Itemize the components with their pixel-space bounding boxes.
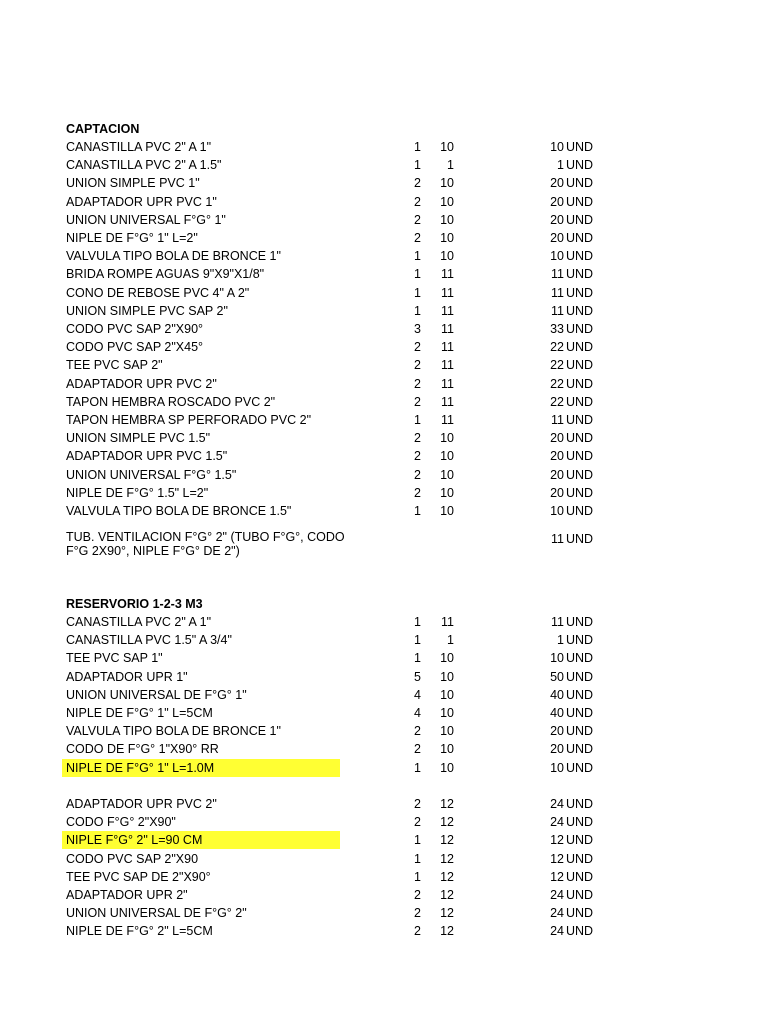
row-total: 11 xyxy=(551,267,564,282)
row-qty-b: 10 xyxy=(440,212,454,227)
row-qty-a: 1 xyxy=(414,615,421,629)
row-total: 20 xyxy=(550,742,564,757)
table-row xyxy=(0,813,768,831)
row-description: UNION SIMPLE PVC 1" xyxy=(66,176,200,191)
row-description: TEE PVC SAP 1" xyxy=(66,651,163,666)
row-qty-a: 1 xyxy=(414,869,421,884)
row-qty-b: 11 xyxy=(441,376,454,391)
row-total: 10 xyxy=(550,504,564,518)
table-row xyxy=(0,411,768,429)
row-unit: UND xyxy=(566,176,594,191)
table-row xyxy=(0,484,768,502)
table-row-ventilacion xyxy=(0,530,768,564)
row-total: 24 xyxy=(550,906,564,921)
row-total: 1 xyxy=(557,158,564,173)
row-qty-a: 2 xyxy=(414,340,421,355)
row-total: 20 xyxy=(550,449,564,464)
row-qty-b: 1 xyxy=(447,158,454,173)
section-title-reservorio: RESERVORIO 1-2-3 M3 xyxy=(66,597,203,611)
row-description: ADAPTADOR UPR 2" xyxy=(66,888,188,902)
row-unit: UND xyxy=(566,431,594,446)
row-total: 11 xyxy=(551,413,564,427)
table-row xyxy=(0,831,768,849)
row-qty-a: 2 xyxy=(414,194,421,209)
row-qty-a: 2 xyxy=(414,742,421,757)
row-description: ADAPTADOR UPR PVC 2" xyxy=(66,376,217,391)
row-total: 22 xyxy=(550,358,564,373)
row-qty-a: 2 xyxy=(414,485,421,500)
row-description: NIPLE DE F°G° 1" L=1.0M xyxy=(66,760,215,775)
row-qty-a: 4 xyxy=(414,706,421,720)
row-qty-a: 1 xyxy=(414,633,421,648)
section-title-captacion: CAPTACION xyxy=(66,122,140,136)
row-total: 10 xyxy=(550,760,564,775)
table-row xyxy=(0,247,768,265)
row-qty-b: 10 xyxy=(440,176,454,191)
row-qty-b: 12 xyxy=(440,924,454,939)
row-total: 20 xyxy=(550,724,564,739)
row-qty-b: 11 xyxy=(441,267,454,282)
row-qty-b: 11 xyxy=(441,413,454,427)
row-total: 10 xyxy=(550,140,564,154)
row-qty-b: 1 xyxy=(447,633,454,648)
row-total: 24 xyxy=(550,888,564,902)
table-row xyxy=(0,356,768,374)
row-qty-b: 10 xyxy=(440,504,454,518)
row-qty-b: 12 xyxy=(440,906,454,921)
row-qty-b: 10 xyxy=(440,485,454,500)
row-qty-b: 10 xyxy=(440,669,454,684)
row-qty-a: 1 xyxy=(414,651,421,666)
table-row xyxy=(0,502,768,520)
row-qty-a: 2 xyxy=(414,797,421,811)
row-total: 20 xyxy=(550,176,564,191)
row-qty-b: 10 xyxy=(440,742,454,757)
row-qty-a: 3 xyxy=(414,322,421,336)
row-qty-a: 2 xyxy=(414,376,421,391)
row-qty-a: 2 xyxy=(414,888,421,902)
row-description: TEE PVC SAP DE 2"X90° xyxy=(66,869,211,884)
table-row xyxy=(0,138,768,156)
row-unit: UND xyxy=(566,924,594,939)
row-unit: UND xyxy=(566,906,594,921)
row-total: 40 xyxy=(550,706,564,720)
row-total: 20 xyxy=(550,231,564,245)
row-total: 33 xyxy=(550,322,564,336)
row-qty-a: 2 xyxy=(414,212,421,227)
row-unit: UND xyxy=(566,449,594,464)
row-qty-a: 1 xyxy=(414,851,421,866)
row-unit: UND xyxy=(566,358,594,373)
table-row xyxy=(0,850,768,868)
row-qty-b: 12 xyxy=(440,815,454,830)
row-unit: UND xyxy=(566,869,594,884)
row-qty-b: 12 xyxy=(440,869,454,884)
table-row xyxy=(0,631,768,649)
row-qty-a: 1 xyxy=(414,303,421,318)
row-total: 20 xyxy=(550,431,564,446)
row-description: CODO F°G° 2"X90" xyxy=(66,815,176,830)
row-description: NIPLE DE F°G° 2" L=5CM xyxy=(66,924,213,939)
row-qty-a: 1 xyxy=(414,413,421,427)
row-total: 11 xyxy=(551,615,564,629)
row-unit: UND xyxy=(566,687,594,702)
table-row xyxy=(0,759,768,777)
row-qty-a: 5 xyxy=(414,669,421,684)
row-qty-b: 11 xyxy=(441,615,454,629)
row-description: NIPLE DE F°G° 1" L=2" xyxy=(66,231,198,245)
row-unit: UND xyxy=(566,413,594,427)
row-total: 11 xyxy=(551,303,564,318)
row-qty-b: 12 xyxy=(440,888,454,902)
table-row xyxy=(0,265,768,283)
row-qty-a: 1 xyxy=(414,285,421,300)
row-unit: UND xyxy=(566,376,594,391)
row-total: 12 xyxy=(550,869,564,884)
row-unit: UND xyxy=(566,267,594,282)
row-qty-a: 1 xyxy=(414,140,421,154)
row-qty-a: 2 xyxy=(414,924,421,939)
row-qty-b: 10 xyxy=(440,687,454,702)
row-qty-b: 12 xyxy=(440,833,454,848)
row-total: 24 xyxy=(550,924,564,939)
row-unit: UND xyxy=(566,797,594,811)
row-description: VALVULA TIPO BOLA DE BRONCE 1" xyxy=(66,249,281,264)
row-description: CODO PVC SAP 2"X90° xyxy=(66,322,204,336)
row-qty-a: 1 xyxy=(414,158,421,173)
row-total: 12 xyxy=(550,833,564,848)
row-unit: UND xyxy=(566,851,594,866)
row-total: 20 xyxy=(550,194,564,209)
row-description: TUB. VENTILACION F°G° 2" (TUBO F°G°, CODO F°G 2X90°, NIPLE F°G° DE 2") xyxy=(66,530,345,558)
row-description: CANASTILLA PVC 2" A 1" xyxy=(66,615,212,629)
row-total: 22 xyxy=(550,376,564,391)
row-unit: UND xyxy=(566,194,594,209)
row-unit: UND xyxy=(566,303,594,318)
row-description: TEE PVC SAP 2" xyxy=(66,358,163,373)
row-total: 11 xyxy=(551,285,564,300)
row-description: NIPLE DE F°G° 1.5" L=2" xyxy=(66,485,209,500)
row-unit: UND xyxy=(566,833,594,848)
table-row xyxy=(0,904,768,922)
table-row xyxy=(0,886,768,904)
table-row xyxy=(0,375,768,393)
table-row xyxy=(0,922,768,940)
row-unit: UND xyxy=(566,140,594,154)
row-qty-a: 1 xyxy=(414,760,421,775)
row-unit: UND xyxy=(566,742,594,757)
table-row xyxy=(0,649,768,667)
row-description: VALVULA TIPO BOLA DE BRONCE 1" xyxy=(66,724,281,739)
row-description: UNION UNIVERSAL F°G° 1.5" xyxy=(66,467,237,482)
row-unit: UND xyxy=(566,504,594,518)
table-row xyxy=(0,284,768,302)
row-description: CANASTILLA PVC 2" A 1" xyxy=(66,140,212,154)
row-total: 20 xyxy=(550,467,564,482)
table-row xyxy=(0,393,768,411)
table-row xyxy=(0,174,768,192)
row-unit: UND xyxy=(566,760,594,775)
row-description: ADAPTADOR UPR PVC 1.5" xyxy=(66,449,228,464)
row-qty-a: 2 xyxy=(414,724,421,739)
row-unit: UND xyxy=(566,633,594,648)
row-unit: UND xyxy=(566,322,594,336)
row-unit: UND xyxy=(566,212,594,227)
row-qty-a: 1 xyxy=(414,504,421,518)
row-qty-a: 2 xyxy=(414,231,421,245)
table-row xyxy=(0,211,768,229)
row-unit: UND xyxy=(566,615,594,629)
row-qty-b: 10 xyxy=(440,194,454,209)
row-qty-b: 10 xyxy=(440,467,454,482)
row-qty-a: 2 xyxy=(414,449,421,464)
row-total: 20 xyxy=(550,212,564,227)
row-total: 20 xyxy=(550,485,564,500)
row-qty-a: 2 xyxy=(414,431,421,446)
row-unit: UND xyxy=(566,724,594,739)
row-qty-b: 10 xyxy=(440,140,454,154)
row-qty-b: 11 xyxy=(441,340,454,355)
row-description: ADAPTADOR UPR PVC 1" xyxy=(66,194,217,209)
row-qty-a: 1 xyxy=(414,267,421,282)
row-unit: UND xyxy=(566,669,594,684)
row-description: VALVULA TIPO BOLA DE BRONCE 1.5" xyxy=(66,504,292,518)
table-row xyxy=(0,338,768,356)
row-qty-b: 10 xyxy=(440,760,454,775)
row-qty-a: 4 xyxy=(414,687,421,702)
table-row xyxy=(0,613,768,631)
row-unit: UND xyxy=(566,158,594,173)
row-qty-a: 1 xyxy=(414,249,421,264)
row-unit: UND xyxy=(566,231,594,245)
table-row xyxy=(0,722,768,740)
row-description: TAPON HEMBRA ROSCADO PVC 2" xyxy=(66,394,276,409)
table-row xyxy=(0,320,768,338)
row-unit: UND xyxy=(566,815,594,830)
row-qty-b: 10 xyxy=(440,651,454,666)
row-qty-a: 2 xyxy=(414,394,421,409)
row-qty-b: 11 xyxy=(441,303,454,318)
table-row xyxy=(0,686,768,704)
row-unit: UND xyxy=(566,285,594,300)
row-description: UNION SIMPLE PVC SAP 2" xyxy=(66,303,228,318)
row-qty-b: 10 xyxy=(440,231,454,245)
row-description: NIPLE F°G° 2" L=90 CM xyxy=(66,833,203,848)
table-row xyxy=(0,447,768,465)
row-unit: UND xyxy=(566,888,594,902)
table-row xyxy=(0,795,768,813)
row-unit: UND xyxy=(566,340,594,355)
table-row xyxy=(0,466,768,484)
row-total: 24 xyxy=(550,797,564,811)
row-description: CODO PVC SAP 2"X90 xyxy=(66,851,199,866)
row-unit: UND xyxy=(566,532,594,546)
row-qty-b: 10 xyxy=(440,249,454,264)
row-unit: UND xyxy=(566,394,594,409)
row-description: TAPON HEMBRA SP PERFORADO PVC 2" xyxy=(66,413,312,427)
row-qty-b: 10 xyxy=(440,706,454,720)
row-total: 24 xyxy=(550,815,564,830)
row-total: 11 xyxy=(551,532,564,546)
row-total: 40 xyxy=(550,687,564,702)
row-description: UNION UNIVERSAL DE F°G° 2" xyxy=(66,906,247,921)
row-description: CANASTILLA PVC 2" A 1.5" xyxy=(66,158,222,173)
row-description: CANASTILLA PVC 1.5" A 3/4" xyxy=(66,633,232,648)
table-row xyxy=(0,868,768,886)
row-description: CODO PVC SAP 2"X45° xyxy=(66,340,204,355)
row-qty-b: 10 xyxy=(440,724,454,739)
row-qty-b: 11 xyxy=(441,285,454,300)
row-qty-b: 11 xyxy=(441,358,454,373)
row-unit: UND xyxy=(566,485,594,500)
row-qty-a: 2 xyxy=(414,906,421,921)
row-qty-b: 11 xyxy=(441,394,454,409)
row-total: 22 xyxy=(550,340,564,355)
row-qty-b: 10 xyxy=(440,431,454,446)
row-unit: UND xyxy=(566,467,594,482)
row-total: 10 xyxy=(550,651,564,666)
row-description: CONO DE REBOSE PVC 4" A 2" xyxy=(66,285,250,300)
row-qty-a: 2 xyxy=(414,467,421,482)
row-qty-a: 2 xyxy=(414,176,421,191)
row-description: UNION SIMPLE PVC 1.5" xyxy=(66,431,211,446)
row-total: 1 xyxy=(557,633,564,648)
row-qty-b: 11 xyxy=(441,322,454,336)
row-qty-a: 2 xyxy=(414,358,421,373)
row-qty-b: 12 xyxy=(440,797,454,811)
row-unit: UND xyxy=(566,706,594,720)
table-row xyxy=(0,429,768,447)
row-description: NIPLE DE F°G° 1" L=5CM xyxy=(66,706,213,720)
row-total: 22 xyxy=(550,394,564,409)
row-description: BRIDA ROMPE AGUAS 9"X9"X1/8" xyxy=(66,267,265,282)
row-unit: UND xyxy=(566,249,594,264)
row-unit: UND xyxy=(566,651,594,666)
row-qty-b: 10 xyxy=(440,449,454,464)
row-description: ADAPTADOR UPR 1" xyxy=(66,669,188,684)
row-qty-b: 12 xyxy=(440,851,454,866)
row-description: ADAPTADOR UPR PVC 2" xyxy=(66,797,217,811)
table-row xyxy=(0,704,768,722)
table-row xyxy=(0,156,768,174)
row-total: 12 xyxy=(550,851,564,866)
row-total: 50 xyxy=(550,669,564,684)
table-row xyxy=(0,668,768,686)
table-row xyxy=(0,740,768,758)
row-total: 10 xyxy=(550,249,564,264)
row-description: UNION UNIVERSAL F°G° 1" xyxy=(66,212,226,227)
row-qty-a: 2 xyxy=(414,815,421,830)
table-row xyxy=(0,302,768,320)
row-qty-a: 1 xyxy=(414,833,421,848)
table-row xyxy=(0,229,768,247)
row-description: UNION UNIVERSAL DE F°G° 1" xyxy=(66,687,247,702)
row-description: CODO DE F°G° 1"X90° RR xyxy=(66,742,219,757)
table-row xyxy=(0,193,768,211)
